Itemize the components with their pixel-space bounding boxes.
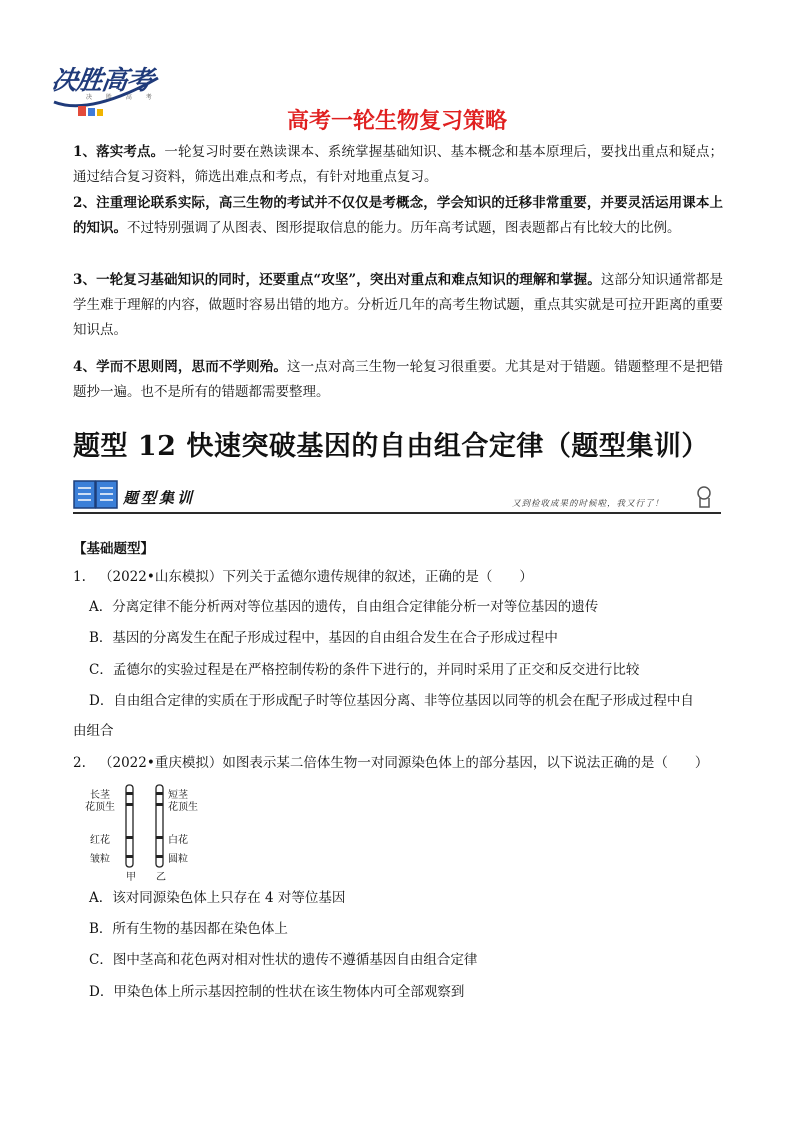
strategy-heading: 1、落实考点。 xyxy=(73,144,165,160)
ok-hand-icon xyxy=(694,484,714,510)
left-gene-label: 长茎 xyxy=(90,790,110,801)
option-b: B．基因的分离发生在配子形成过程中，基因的自由组合发生在合子形成过程中 xyxy=(89,630,558,646)
option-c: C．孟德尔的实验过程是在严格控制传粉的条件下进行的，并同时采用了正交和反交进行比较 xyxy=(89,662,640,678)
logo-text: 决胜高考 xyxy=(49,66,154,96)
right-gene-label: 花顶生 xyxy=(168,802,198,813)
strategy-heading: 3、一轮复习基础知识的同时，还要重点“攻坚”，突出对重点和难点知识的理解和掌握。 xyxy=(73,272,601,288)
chromosome-label-a: 甲 xyxy=(126,872,136,883)
left-gene-label: 红花 xyxy=(90,835,110,846)
section-label: 【基础题型】 xyxy=(73,541,154,557)
option-d: D．甲染色体上所示基因控制的性状在该生物体内可全部观察到 xyxy=(89,984,465,1000)
strategy-text: 不过特别强调了从图表、图形提取信息的能力。历年高考试题，图表题都占有比较大的比例。 xyxy=(127,220,681,236)
strategy-heading: 4、学而不思则罔，思而不学则殆。 xyxy=(73,359,287,375)
option-a: A．分离定律不能分析两对等位基因的遗传，自由组合定律能分析一对等位基因的遗传 xyxy=(89,599,599,615)
left-gene-label: 花顶生 xyxy=(85,802,115,813)
question-number: 2. xyxy=(73,755,86,771)
logo-subtitle: 决 胜 高 考 xyxy=(86,94,158,101)
right-gene-label: 白花 xyxy=(168,835,188,846)
banner-divider xyxy=(73,512,721,514)
chromosome-label-b: 乙 xyxy=(156,872,166,883)
question-stem: （2022•重庆模拟）如图表示某二倍体生物一对同源染色体上的部分基因，以下说法正确的是（ ） xyxy=(99,755,709,771)
right-gene-label: 圆粒 xyxy=(168,854,188,865)
strategy-paragraph-1 xyxy=(73,140,723,190)
strategy-text: 一轮复习时要在熟读课本、系统掌握基础知识、基本概念和基本原理后，要找出重点和疑点；通过结合复习资料，筛选出难点和考点，有针对地重点复习。 xyxy=(73,144,723,185)
chromosome-diagram xyxy=(85,783,235,883)
option-d-continued: 由组合 xyxy=(73,723,114,739)
left-gene-label: 皱粒 xyxy=(90,854,110,865)
option-c: C．图中茎高和花色两对相对性状的遗传不遵循基因自由组合定律 xyxy=(89,952,478,968)
page-title: 高考一轮生物复习策略 xyxy=(286,109,507,134)
banner-title: 题型集训 xyxy=(123,489,196,507)
book-icon xyxy=(73,478,119,512)
option-a: A．该对同源染色体上只存在 4 对等位基因 xyxy=(89,890,346,906)
strategy-text: 这部分知识通常都是学生难于理解的内容，做题时容易出错的地方。分析近几年的高考生物试题，重点其实就是可拉开距离的重要知识点。 xyxy=(73,272,723,338)
option-d: D．自由组合定律的实质在于形成配子时等位基因分离、非等位基因以同等的机会在配子形成过程中自 xyxy=(89,693,694,709)
question-number: 1. xyxy=(73,569,86,585)
question-stem: （2022•山东模拟）下列关于孟德尔遗传规律的叙述，正确的是（ ） xyxy=(99,569,533,585)
strategy-paragraph-2 xyxy=(73,191,723,241)
banner-tagline: 又到检收成果的时候啦，我又行了！ xyxy=(512,499,665,509)
strategy-paragraph-3 xyxy=(73,268,723,343)
right-gene-label: 短茎 xyxy=(168,790,188,801)
strategy-text: 这一点对高三生物一轮复习很重要。尤其是对于错题。错题整理不是把错题抄一遍。也不是所有的错题都需要整理。 xyxy=(73,359,723,400)
strategy-paragraph-4 xyxy=(73,355,723,405)
chapter-title: 题型 12 快速突破基因的自由组合定律（题型集训） xyxy=(73,431,709,462)
option-b: B．所有生物的基因都在染色体上 xyxy=(89,921,288,937)
strategy-heading: 2、注重理论联系实际，高三生物的考试并不仅仅是考概念，学会知识的迁移非常重要，并要灵活运用课本上的知识。 xyxy=(73,195,723,236)
